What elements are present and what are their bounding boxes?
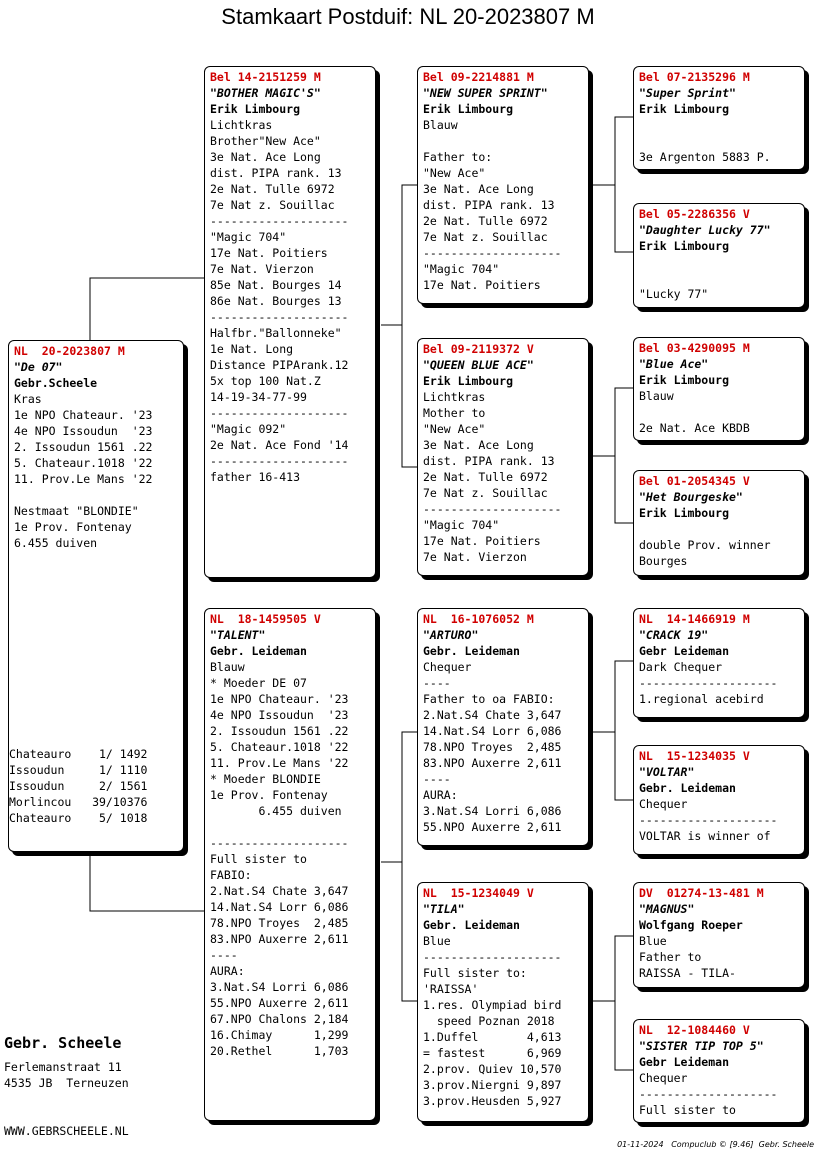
ring-number: Bel 09-2119372 V — [423, 342, 534, 356]
race-results — [9, 746, 183, 826]
detail-line: AURA: — [423, 788, 458, 802]
detail-line: father 16-413 — [210, 470, 301, 484]
ring-number: Bel 03-4290095 M — [639, 341, 750, 355]
detail-line: Chequer — [639, 1071, 688, 1085]
detail-line: 11. Prov.Le Mans '22 — [210, 756, 349, 770]
detail-line: Father to — [639, 950, 702, 964]
breeder-street: Ferlemanstraat 11 — [4, 1060, 122, 1074]
detail-line: 7e Nat z. Souillac — [423, 230, 548, 244]
bird-name: "Daughter Lucky 77" — [639, 223, 771, 237]
card-details — [210, 659, 370, 1059]
detail-line: -------------------- — [639, 676, 778, 690]
bird-name: "Super Sprint" — [639, 86, 736, 100]
detail-line: dist. PIPA rank. 13 — [423, 454, 555, 468]
detail-line: "New Ace" — [423, 166, 486, 180]
detail-line: ---- — [423, 676, 451, 690]
detail-line: Chequer — [423, 660, 472, 674]
breeder: Erik Limbourg — [423, 374, 514, 388]
detail-line: 55.NPO Auxerre 2,611 — [210, 996, 349, 1010]
detail-line: "Magic 704" — [423, 518, 500, 532]
card-details — [639, 1070, 799, 1118]
breeder: Erik Limbourg — [639, 239, 730, 253]
detail-line: 3.prov.Niergni 9,897 — [423, 1078, 562, 1092]
card-details — [639, 388, 799, 436]
card-mmm[interactable] — [633, 1019, 805, 1123]
card-details — [639, 933, 799, 981]
detail-line: 1.res. Olympiad bird — [423, 998, 562, 1012]
breeder: Erik Limbourg — [639, 102, 730, 116]
card-details — [639, 796, 799, 844]
card-fmf[interactable] — [633, 337, 805, 441]
card-details — [639, 659, 799, 707]
breeder-city: 4535 JB Terneuzen — [4, 1076, 129, 1090]
bird-name: "QUEEN BLUE ACE" — [423, 358, 534, 372]
detail-line: Issoudun 1/ 1110 — [9, 763, 148, 777]
detail-line: Blauw — [423, 118, 458, 132]
ring-number: NL 15-1234049 V — [423, 886, 534, 900]
detail-line: Blauw — [639, 389, 674, 403]
bird-name: "VOLTAR" — [639, 765, 695, 779]
card-mother-mother[interactable] — [417, 882, 589, 1122]
detail-line: 78.NPO Troyes 2,485 — [210, 916, 349, 930]
detail-line: * Moeder DE 07 — [210, 676, 307, 690]
detail-line: Chateauro 1/ 1492 — [9, 747, 148, 761]
detail-line: 83.NPO Auxerre 2,611 — [423, 756, 562, 770]
detail-line: 16.Chimay 1,299 — [210, 1028, 349, 1042]
ring-number: DV 01274-13-481 M — [639, 886, 764, 900]
detail-line — [210, 819, 370, 835]
breeder: Gebr. Leideman — [423, 644, 520, 658]
detail-line: -------------------- — [210, 214, 349, 228]
card-details — [423, 117, 583, 293]
detail-line: Chequer — [639, 797, 688, 811]
detail-line: 7e Nat z. Souillac — [210, 198, 335, 212]
detail-line: 1e Nat. Long — [210, 342, 294, 356]
breeder: Gebr. Leideman — [639, 781, 736, 795]
bird-name: "ARTURO" — [423, 628, 479, 642]
detail-line: = fastest 6,969 — [423, 1046, 562, 1060]
detail-line: 1.regional acebird — [639, 692, 764, 706]
bird-name: "TILA" — [423, 902, 465, 916]
detail-line: 3e Nat. Ace Long — [210, 150, 321, 164]
detail-line: 2e Nat. Tulle 6972 — [423, 214, 548, 228]
detail-line: Brother"New Ace" — [210, 134, 321, 148]
card-details — [639, 117, 799, 165]
detail-line: "New Ace" — [423, 422, 486, 436]
detail-line: "Magic 092" — [210, 422, 287, 436]
detail-line: Full sister to — [210, 852, 307, 866]
breeder: Erik Limbourg — [639, 506, 730, 520]
detail-line: -------------------- — [639, 813, 778, 827]
detail-line: Father to: — [423, 150, 493, 164]
detail-line: 3.prov.Heusden 5,927 — [423, 1094, 562, 1108]
card-details — [423, 659, 583, 835]
detail-line — [639, 404, 799, 420]
detail-line: AURA: — [210, 964, 245, 978]
detail-line: -------------------- — [210, 406, 349, 420]
bird-name: "CRACK 19" — [639, 628, 709, 642]
detail-line: -------------------- — [210, 454, 349, 468]
card-details — [639, 521, 799, 569]
detail-line: Chateauro 5/ 1018 — [9, 811, 148, 825]
detail-line: 67.NPO Chalons 2,184 — [210, 1012, 349, 1026]
detail-line: Bourges — [639, 554, 688, 568]
detail-line: 4e NPO Issoudun '23 — [14, 424, 153, 438]
detail-line: -------------------- — [423, 950, 562, 964]
detail-line: 5x top 100 Nat.Z — [210, 374, 321, 388]
detail-line: Distance PIPArank.12 — [210, 358, 349, 372]
detail-line: Halfbr."Ballonneke" — [210, 326, 342, 340]
detail-line: 1e Prov. Fontenay — [210, 788, 328, 802]
detail-line: 78.NPO Troyes 2,485 — [423, 740, 562, 754]
detail-line: Lichtkras — [210, 118, 273, 132]
detail-line: FABIO: — [210, 868, 252, 882]
detail-line: 5. Chateaur.1018 '22 — [210, 740, 349, 754]
detail-line: -------------------- — [210, 310, 349, 324]
detail-line: ---- — [423, 772, 451, 786]
breeder: Erik Limbourg — [423, 102, 514, 116]
detail-line: 14.Nat.S4 Lorr 6,086 — [423, 724, 562, 738]
detail-line: 17e Nat. Poitiers — [423, 534, 541, 548]
detail-line: 3e Nat. Ace Long — [423, 182, 534, 196]
detail-line: -------------------- — [639, 1087, 778, 1101]
detail-line: Blue — [639, 934, 667, 948]
detail-line: 1.Duffel 4,613 — [423, 1030, 562, 1044]
ring-number: Bel 05-2286356 V — [639, 207, 750, 221]
detail-line: dist. PIPA rank. 13 — [210, 166, 342, 180]
ring-number: Bel 09-2214881 M — [423, 70, 534, 84]
detail-line: 2e Nat. Tulle 6972 — [423, 470, 548, 484]
card-father[interactable] — [204, 66, 376, 578]
card-mother[interactable] — [204, 608, 376, 1121]
card-details — [210, 117, 370, 485]
page-title: Stamkaart Postduif: NL 20-2023807 M — [221, 4, 595, 29]
card-father-mother[interactable] — [417, 338, 589, 576]
ring-number: Bel 01-2054345 V — [639, 474, 750, 488]
detail-line: 3.Nat.S4 Lorri 6,086 — [210, 980, 349, 994]
card-fff[interactable] — [633, 66, 805, 170]
card-mff[interactable] — [633, 608, 805, 718]
detail-line: 3.Nat.S4 Lorri 6,086 — [423, 804, 562, 818]
detail-line — [639, 521, 799, 537]
detail-line: 2. Issoudun 1561 .22 — [210, 724, 349, 738]
detail-line: 2e Nat. Tulle 6972 — [210, 182, 335, 196]
detail-line: * Moeder BLONDIE — [210, 772, 321, 786]
detail-line: 6.455 duiven — [14, 536, 98, 550]
detail-line: Issoudun 2/ 1561 — [9, 779, 148, 793]
detail-line: Dark Chequer — [639, 660, 723, 674]
card-fmm[interactable] — [633, 470, 805, 576]
card-details — [639, 254, 799, 302]
detail-line: Full sister to — [639, 1103, 736, 1117]
ring-number: NL 15-1234035 V — [639, 749, 750, 763]
card-subject-bird[interactable] — [8, 340, 184, 852]
bird-name: "De 07" — [14, 360, 63, 374]
detail-line — [639, 270, 799, 286]
breeder: Gebr. Leideman — [423, 918, 520, 932]
detail-line: ---- — [210, 948, 238, 962]
detail-line: 17e Nat. Poitiers — [210, 246, 328, 260]
breeder-name: Gebr. Scheele — [4, 1034, 122, 1052]
detail-line — [639, 117, 799, 133]
detail-line: dist. PIPA rank. 13 — [423, 198, 555, 212]
card-mmf[interactable] — [633, 882, 805, 988]
website-link[interactable]: WWW.GEBRSCHEELE.NL — [4, 1124, 129, 1138]
detail-line: 83.NPO Auxerre 2,611 — [210, 932, 349, 946]
detail-line: 7e Nat. Vierzon — [210, 262, 314, 276]
detail-line: RAISSA - TILA- — [639, 966, 736, 980]
detail-line: double Prov. winner — [639, 538, 771, 552]
detail-line: 7e Nat. Vierzon — [423, 550, 527, 564]
breeder: Gebr.Scheele — [14, 376, 98, 390]
ring-number: NL 16-1076052 M — [423, 612, 534, 626]
detail-line: Full sister to: — [423, 966, 527, 980]
bird-name: "NEW SUPER SPRINT" — [423, 86, 548, 100]
detail-line: 20.Rethel 1,703 — [210, 1044, 349, 1058]
ring-number: NL 20-2023807 M — [14, 344, 125, 358]
bird-name: "SISTER TIP TOP 5" — [639, 1039, 764, 1053]
detail-line: 2. Issoudun 1561 .22 — [14, 440, 153, 454]
detail-line: Lichtkras — [423, 390, 486, 404]
ring-number: NL 14-1466919 M — [639, 612, 750, 626]
detail-line: -------------------- — [210, 836, 349, 850]
card-details — [423, 933, 583, 1109]
detail-line — [423, 133, 583, 149]
detail-line: 85e Nat. Bourges 14 — [210, 278, 342, 292]
detail-line: -------------------- — [423, 502, 562, 516]
bird-name: "Het Bourgeske" — [639, 490, 743, 504]
card-details — [423, 389, 583, 565]
detail-line: 86e Nat. Bourges 13 — [210, 294, 342, 308]
detail-line: speed Poznan 2018 — [423, 1014, 555, 1028]
detail-line: 1e NPO Chateaur. '23 — [14, 408, 153, 422]
ring-number: NL 12-1084460 V — [639, 1023, 750, 1037]
detail-line: Kras — [14, 392, 42, 406]
detail-line: 14-19-34-77-99 — [210, 390, 307, 404]
breeder: Gebr Leideman — [639, 1055, 730, 1069]
detail-line: 3e Nat. Ace Long — [423, 438, 534, 452]
ring-number: Bel 07-2135296 M — [639, 70, 750, 84]
detail-line: -------------------- — [423, 246, 562, 260]
detail-line: VOLTAR is winner of — [639, 829, 771, 843]
detail-line: 2e Nat. Ace KBDB — [639, 421, 750, 435]
detail-line: 'RAISSA' — [423, 982, 479, 996]
bird-name: "BOTHER MAGIC'S" — [210, 86, 321, 100]
print-credit: 01-11-2024 Compuclub © [9.46] Gebr. Scheele — [617, 1140, 814, 1149]
detail-line: 2e Nat. Ace Fond '14 — [210, 438, 349, 452]
detail-line: 3e Argenton 5883 P. — [639, 150, 771, 164]
detail-line: Mother to — [423, 406, 486, 420]
detail-line — [14, 487, 178, 503]
detail-line: Blue — [423, 934, 451, 948]
bird-name: "Blue Ace" — [639, 357, 709, 371]
breeder: Erik Limbourg — [639, 373, 730, 387]
card-father-father[interactable] — [417, 66, 589, 304]
ring-number: Bel 14-2151259 M — [210, 70, 321, 84]
detail-line: 11. Prov.Le Mans '22 — [14, 472, 153, 486]
card-ffm[interactable] — [633, 203, 805, 308]
detail-line: 7e Nat z. Souillac — [423, 486, 548, 500]
detail-line: 6.455 duiven — [210, 804, 342, 818]
bird-name: "TALENT" — [210, 628, 266, 642]
detail-line: 1e Prov. Fontenay — [14, 520, 132, 534]
detail-line: "Lucky 77" — [639, 287, 709, 301]
detail-line — [639, 133, 799, 149]
detail-line: 1e NPO Chateaur. '23 — [210, 692, 349, 706]
detail-line: Morlincou 39/10376 — [9, 795, 148, 809]
detail-line: 4e NPO Issoudun '23 — [210, 708, 349, 722]
detail-line: Nestmaat "BLONDIE" — [14, 504, 139, 518]
card-details — [14, 391, 178, 551]
ring-number: NL 18-1459505 V — [210, 612, 321, 626]
detail-line: 2.Nat.S4 Chate 3,647 — [210, 884, 349, 898]
detail-line: "Magic 704" — [423, 262, 500, 276]
card-mother-father[interactable] — [417, 608, 589, 846]
detail-line: "Magic 704" — [210, 230, 287, 244]
card-mfm[interactable] — [633, 745, 805, 855]
detail-line: 2.Nat.S4 Chate 3,647 — [423, 708, 562, 722]
detail-line: 2.prov. Quiev 10,570 — [423, 1062, 562, 1076]
breeder: Gebr. Leideman — [210, 644, 307, 658]
detail-line: Blauw — [210, 660, 245, 674]
detail-line: 14.Nat.S4 Lorr 6,086 — [210, 900, 349, 914]
detail-line — [639, 254, 799, 270]
breeder: Gebr Leideman — [639, 644, 730, 658]
bird-name: "MAGNUS" — [639, 902, 695, 916]
detail-line: 55.NPO Auxerre 2,611 — [423, 820, 562, 834]
detail-line: 5. Chateaur.1018 '22 — [14, 456, 153, 470]
detail-line: 17e Nat. Poitiers — [423, 278, 541, 292]
detail-line: Father to oa FABIO: — [423, 692, 555, 706]
breeder: Erik Limbourg — [210, 102, 301, 116]
breeder: Wolfgang Roeper — [639, 918, 743, 932]
